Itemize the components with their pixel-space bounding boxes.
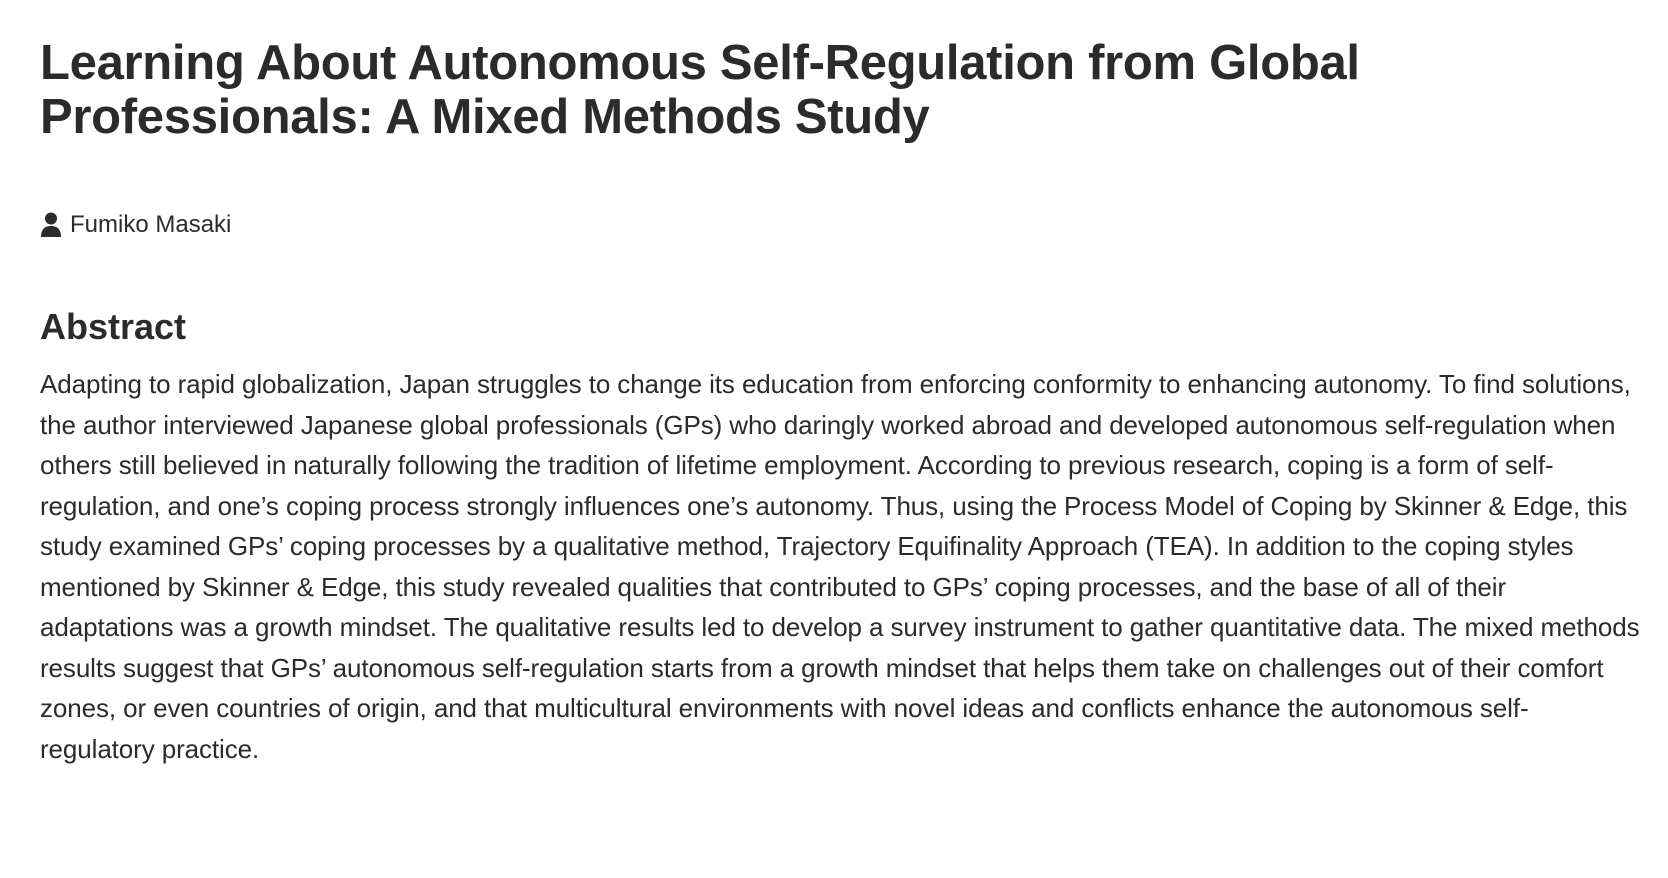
article-title: Learning About Autonomous Self-Regulation from Global Professionals: A Mixed Methods Study xyxy=(40,36,1360,144)
abstract-heading: Abstract xyxy=(40,306,187,347)
abstract-text: Adapting to rapid globalization, Japan struggles to change its education from enforcing conformity to enhancing autonomy. To find solutions, the author interviewed Japanese global professionals (GPs) who daringly worked abroad and developed autonomous self-regulation when others still believed in naturally following the tradition of lifetime employment. According to previous research, coping is a form of self-regulation, and one’s coping process strongly influences one’s autonomy. Thus, using the Process Model of Coping by Skinner & Edge, this study examined GPs’ coping processes by a qualitative method, Trajectory Equifinality Approach (TEA). In addition to the coping styles mentioned by Skinner & Edge, this study revealed qualities that contributed to GPs’ coping processes, and the base of all of their adaptations was a growth mindset. The qualitative results led to develop a survey instrument to gather quantitative data. The mixed methods results suggest that GPs’ autonomous self-regulation starts from a growth mindset that helps them take on challenges out of their comfort zones, or even countries of origin, and that multicultural environments with novel ideas and conflicts enhance the autonomous self-regulatory practice. xyxy=(40,369,1640,764)
author-row xyxy=(40,210,1628,240)
user-icon xyxy=(40,212,62,238)
author-name: Fumiko Masaki xyxy=(70,211,232,238)
